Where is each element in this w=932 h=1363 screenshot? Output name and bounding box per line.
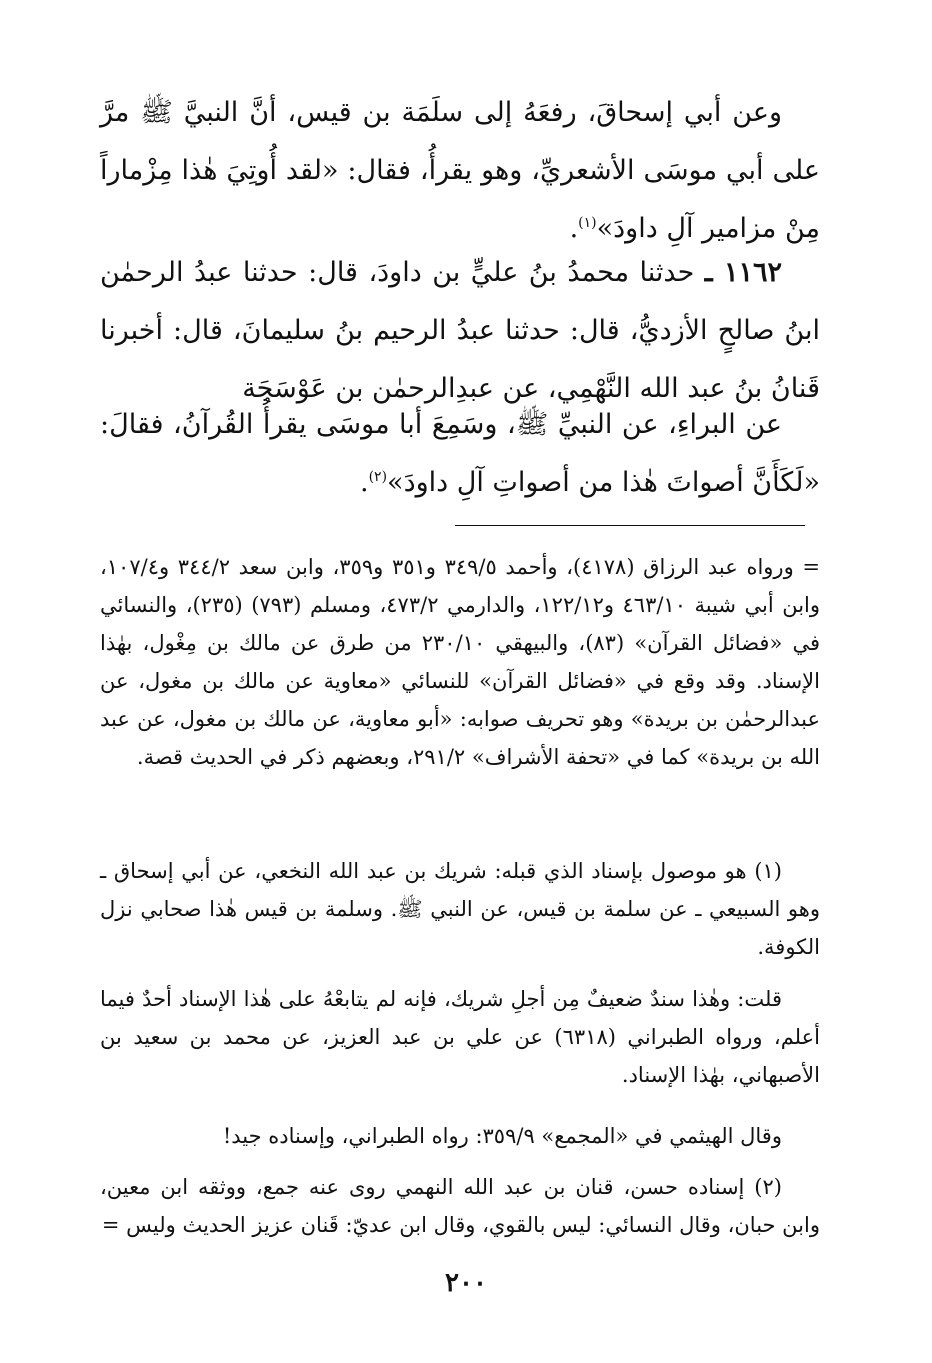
sentence-end: . (359, 467, 369, 498)
footnote-2 (100, 1168, 820, 1244)
isnad-text (100, 244, 820, 418)
footnote-continued (100, 548, 820, 776)
footnote-text: (٢) إسناده حسن، قنان بن عبد الله النهمي روى عنه جمع، ووثقه ابن معين، وابن حبان، وقال النسائي: ليس بالقوي، وقال ابن عديّ: قَنان عزيز الحديث وليس = (100, 1175, 820, 1237)
hadith-text (100, 84, 820, 258)
hadith-continuation (100, 84, 820, 258)
footnote-text: قلت: وهٰذا سندٌ ضعيفٌ مِن أجلِ شريك، فإنه لم يتابعْهُ على هٰذا الإسناد أحدٌ فيما أعلم، ورواه الطبراني (٦٣١٨) عن علي بن عبد العزيز، عن محمد بن سعيد بن الأصبهاني، بهٰذا الإسناد. (100, 987, 821, 1087)
hadith-number: ١١٦٢ ـ (704, 257, 782, 288)
footnote-1 (100, 852, 820, 966)
footnote-text: وقال الهيثمي في «المجمع» ٣٥٩/٩: رواه الطبراني، وإسناده جيد! (222, 1124, 782, 1148)
footnote-1-comment (100, 980, 820, 1094)
footnote-text: (١) هو موصول بإسناد الذي قبله: شريك بن عبد الله النخعي، عن أبي إسحاق ـ وهو السبيعي ـ عن سلمة بن قيس، عن النبي ﷺ. وسلمة بن قيس هٰذا صحابي نزل الكوفة. (100, 859, 820, 959)
footnote-text: = ورواه عبد الرزاق (٤١٧٨)، وأحمد ٣٤٩/٥ و٣٥١ و٣٥٩، وابن سعد ٣٤٤/٢ و١٠٧/٤، وابن أبي شيبة ٤٦٣/١٠ و١٢٢/١٢، والدارمي ٤٧٣/٢، ومسلم (٧٩٣) (٢٣٥)، والنسائي في «فضائل القرآن» (٨٣)، والبيهقي ٢٣٠/١٠ من طرق عن مالك بن مِغْول، بهٰذا الإسناد. وقد وقع في «فضائل القرآن» للنسائي «معاوية عن مالك بن مغول، عن عبدالرحمٰن بن بريدة» وهو تحريف صوابه: «أبو معاوية، عن مالك بن مغول، عن عبد الله بن بريدة» كما في «تحفة الأشراف» ٢٩١/٢، وبعضهم ذكر في الحديث قصة. (100, 555, 821, 769)
sentence-end: . (569, 213, 579, 244)
footnote-ref: (٢) (368, 469, 388, 485)
hadith-1162 (100, 244, 820, 418)
footnote-separator (455, 525, 805, 526)
footnote-1-haythami (100, 1117, 820, 1155)
matn-body: عن البراءِ، عن النبيِّ ﷺ، وسَمِعَ أبا موسَى يقرأُ القُرآنُ، فقالَ: «لَكَأَنَّ أصواتَ هٰذا من أصواتِ آلِ داودَ» (100, 409, 820, 498)
hadith-text-body: وعن أبي إسحاقَ، رفعَهُ إلى سلَمَة بن قيس، أنَّ النبيَّ ﷺ مرَّ على أبي موسَى الأشعريِّ، وهو يقرأُ، فقال: «لقد أُوتِيَ هٰذا مِزْماراً مِنْ مزامير آلِ داودَ» (100, 97, 820, 244)
page-number: ٢٠٠ (445, 1268, 487, 1298)
isnad-body: حدثنا محمدُ بنُ عليٍّ بن داودَ، قال: حدثنا عبدُ الرحمٰن ابنُ صالحٍ الأزديُّ، قال: حدثنا عبدُ الرحيم بنُ سليمانَ، قال: أخبرنا قَنانُ بنُ عبد الله النَّهْمِي، عن عبدِالرحمٰن بن عَوْسَجَة (100, 257, 820, 404)
matn-text (100, 396, 820, 512)
footnote-ref: (١) (578, 215, 597, 231)
hadith-1162-matn (100, 396, 820, 512)
